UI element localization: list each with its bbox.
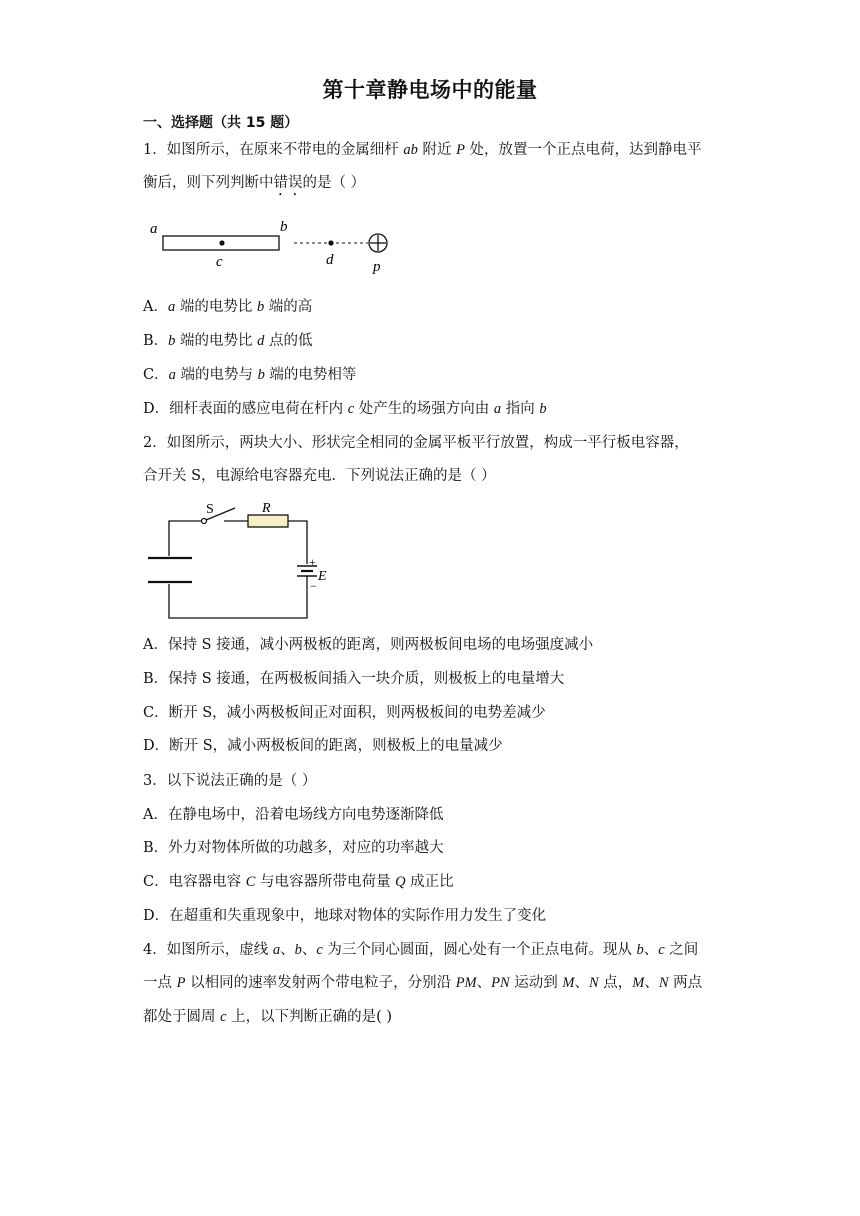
q3-option-d: D．在超重和失重现象中，地球对物体的实际作用力发生了变化	[143, 908, 547, 924]
q1-stem-line-2: 衡后，则下列判断中错误的是（ ）	[143, 175, 366, 191]
label-plus: +	[309, 555, 316, 569]
q2-option-d: D．断开 S，减小两极板间的距离，则极板上的电量减少	[143, 738, 503, 754]
label-c: c	[216, 254, 223, 270]
q2-option-a: A．保持 S 接通，减小两极板的距离，则两极板间电场的电场强度减小	[143, 637, 594, 653]
resistor	[248, 515, 288, 527]
q3-option-c: C．电容器电容 C 与电容器所带电荷量 Q 成正比	[143, 874, 454, 890]
q1-option-d: D．细杆表面的感应电荷在杆内 c 处产生的场强方向由 a 指向 b	[143, 401, 547, 417]
q2-option-b: B．保持 S 接通，在两极板间插入一块介质，则极板上的电量增大	[143, 671, 565, 687]
page-title: 第十章静电场中的能量	[322, 78, 538, 102]
label-d: d	[326, 252, 334, 268]
switch-pivot	[202, 519, 207, 524]
label-a: a	[150, 221, 158, 237]
q4-stem-line-1: 4．如图所示，虚线 a、b、c 为三个同心圆面，圆心处有一个正点电荷。现从 b、c 之间	[143, 942, 699, 958]
q4-stem-line-2: 一点 P 以相同的速率发射两个带电粒子，分别沿 PM、PN 运动到 M、N 点，M、N 两点	[143, 975, 703, 991]
q2-stem-line-1: 2．如图所示，两块大小、形状完全相同的金属平板平行放置，构成一平行板电容器，	[143, 435, 689, 451]
wire-left-top	[169, 521, 201, 556]
label-r: R	[262, 501, 271, 516]
q2-stem-line-2: 合开关 S，电源给电容器充电．下列说法正确的是（ ）	[143, 468, 496, 484]
label-b: b	[280, 219, 288, 235]
q1-option-a: A．a 端的电势比 b 端的高	[143, 299, 313, 315]
label-minus: −	[310, 579, 317, 593]
section-heading: 一、选择题（共 15 题）	[143, 115, 299, 131]
q4-stem-line-3: 都处于圆周 c 上，以下判断正确的是( )	[143, 1009, 393, 1025]
q1-option-b: B．b 端的电势比 d 点的低	[143, 333, 313, 349]
q3-option-a: A．在静电场中，沿着电场线方向电势逐渐降低	[143, 807, 444, 823]
q3-option-b: B．外力对物体所做的功越多，对应的功率越大	[143, 840, 444, 856]
wire-right-top	[288, 521, 307, 564]
wire-bottom	[169, 582, 307, 618]
q1-stem-line-1: 1．如图所示，在原来不带电的金属细杆 ab 附近 P 处，放置一个正点电荷，达到静电平	[143, 142, 702, 158]
label-p: p	[373, 259, 381, 275]
label-s: S	[206, 502, 214, 517]
label-e: E	[318, 569, 327, 584]
emphasis-word: 错误	[273, 175, 303, 191]
q3-stem: 3．以下说法正确的是（ ）	[143, 773, 317, 789]
q1-option-c: C．a 端的电势与 b 端的电势相等	[143, 367, 357, 383]
q2-option-c: C．断开 S，减小两极板间正对面积，则两极板间的电势差减少	[143, 705, 546, 721]
